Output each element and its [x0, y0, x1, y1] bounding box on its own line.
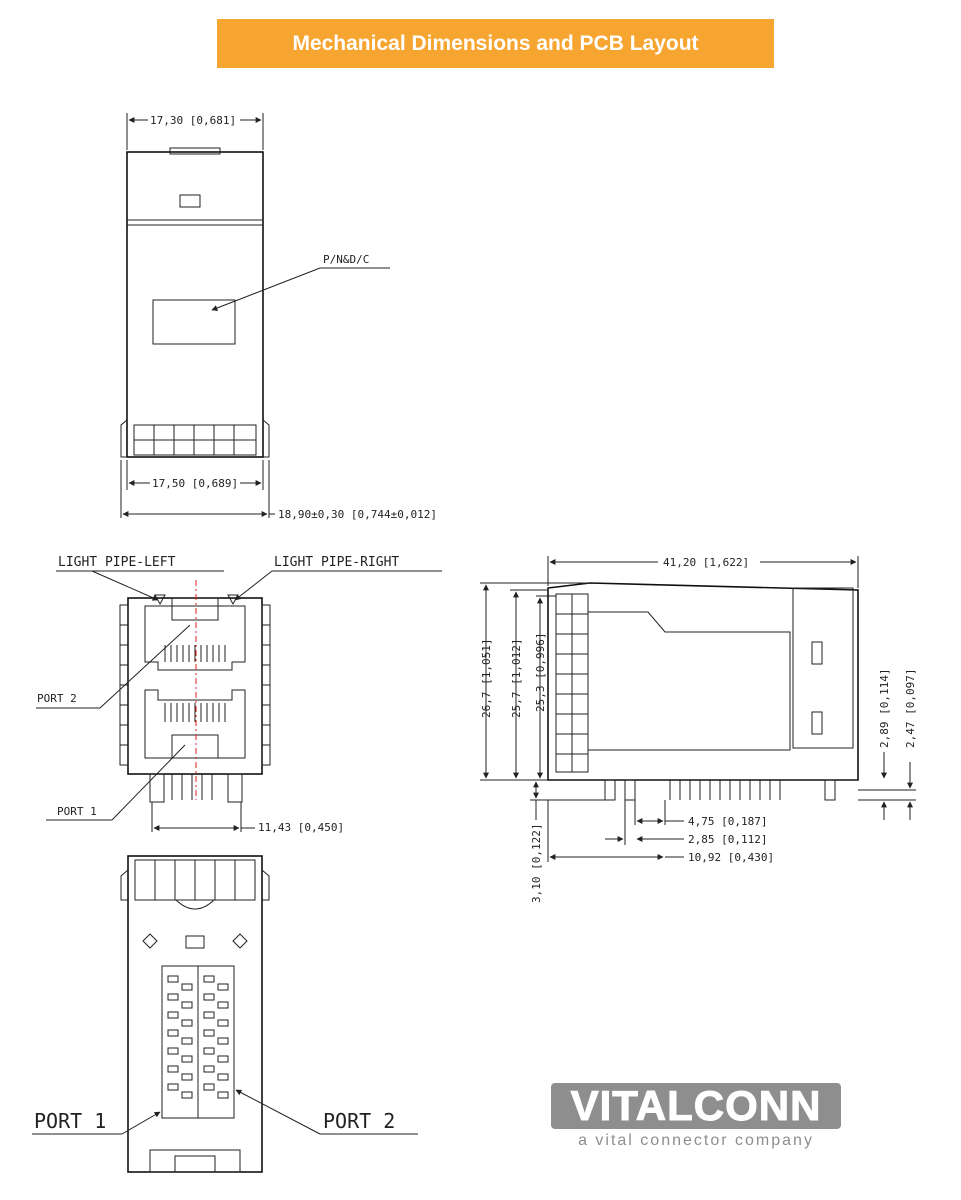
top-view-body [127, 152, 263, 457]
latch-window [180, 195, 200, 207]
bottom-view-body [128, 856, 262, 1172]
dimension-peg-b: 2,47 [0,097] [904, 668, 917, 748]
bottom-port-2-label: PORT 2 [323, 1109, 396, 1133]
port-1-label: PORT 1 [57, 805, 97, 818]
light-pipe-right-label: LIGHT PIPE-RIGHT [274, 555, 400, 570]
dimension-width-bottom: 17,50 [0,689] [152, 477, 239, 490]
side-view [480, 556, 917, 903]
logo-wordmark: VITALCONN [551, 1083, 841, 1129]
bottom-port-1-label: PORT 1 [34, 1109, 107, 1133]
dimension-height-overall: 26,7 [1,051] [480, 638, 493, 718]
dimension-pin-spacing: 11,43 [0,450] [258, 821, 345, 834]
dimension-pin-pitch-c: 10,92 [0,430] [688, 851, 775, 864]
dimension-peg-a: 2,89 [0,114] [878, 668, 891, 748]
dimension-pin-below-board: 3,10 [0,122] [530, 823, 543, 903]
dimension-width-top: 17,30 [0,681] [150, 114, 237, 127]
label-area [153, 300, 235, 344]
dimension-pin-pitch-a: 4,75 [0,187] [688, 815, 768, 828]
bottom-view [32, 856, 418, 1172]
light-pipe-left-label: LIGHT PIPE-LEFT [58, 555, 176, 570]
logo-tagline: a vital connector company [578, 1132, 814, 1149]
front-view [36, 555, 442, 834]
dimension-width-overall: 18,90±0,30 [0,744±0,012] [278, 508, 437, 521]
dimension-height-mid: 25,7 [1,012] [510, 638, 523, 718]
top-view [121, 113, 437, 521]
page-title: Mechanical Dimensions and PCB Layout [292, 31, 699, 55]
dimension-pin-pitch-b: 2,85 [0,112] [688, 833, 768, 846]
part-number-label: P/N&D/C [323, 253, 370, 266]
port-1-opening [145, 690, 245, 758]
dimension-height-inner: 25,3 [0,996] [534, 632, 547, 712]
dimension-length: 41,20 [1,622] [663, 556, 750, 569]
vitalconn-logo [551, 1083, 841, 1149]
port-2-label: PORT 2 [37, 692, 77, 705]
front-view-body [128, 598, 262, 774]
